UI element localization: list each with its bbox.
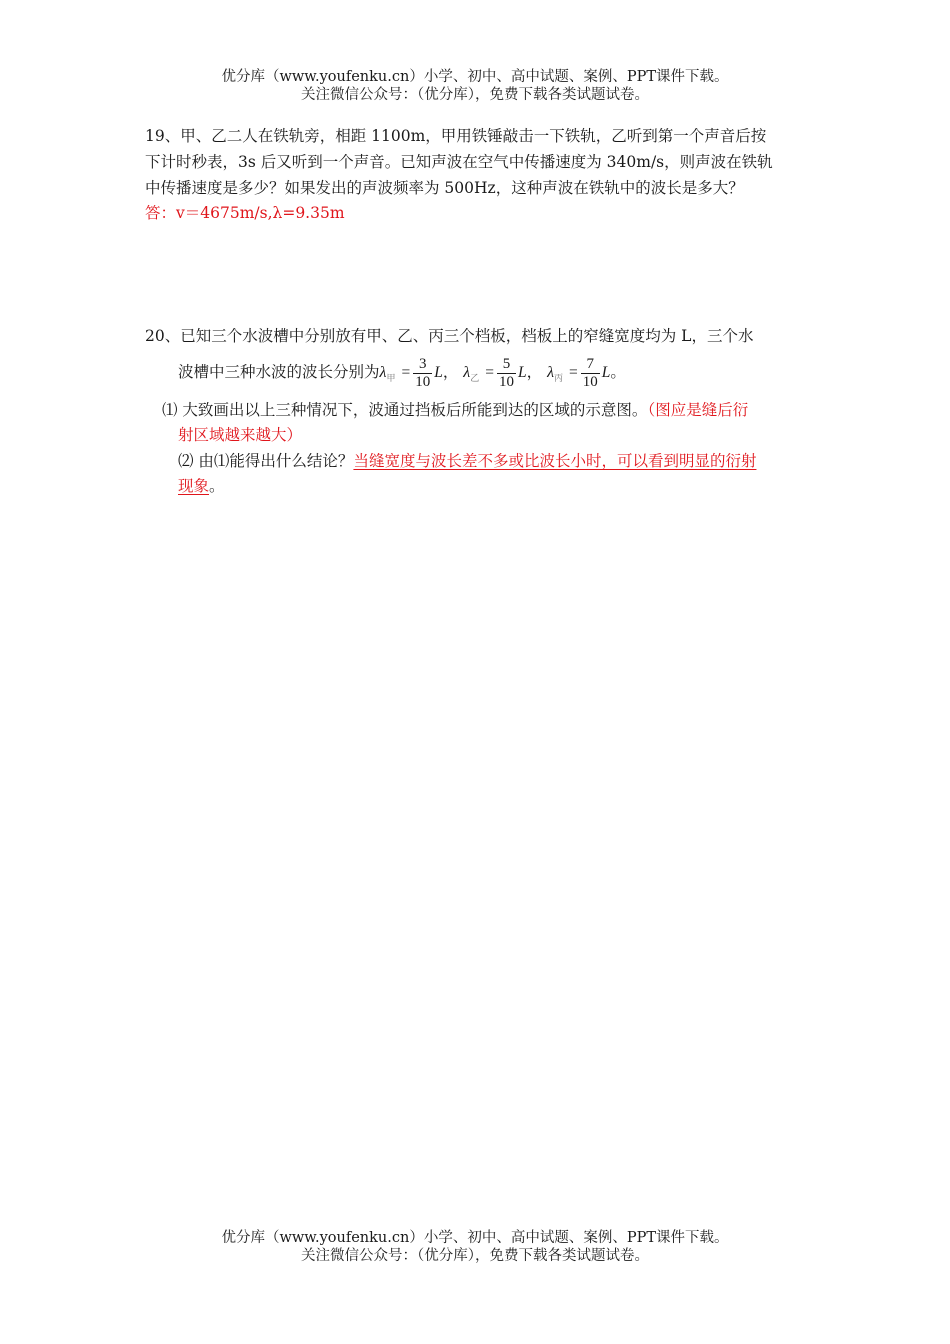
fraction-3-numerator: 7 [581,356,600,374]
separator: ， [442,363,459,381]
q20-part-1-answer-b: 射区域越来越大） [178,426,303,444]
q20-line-1: 20、已知三个水波槽中分别放有甲、乙、丙三个档板，档板上的窄缝宽度均为 L，三个水 [145,327,754,345]
q20-part-2-answer-b: 现象 [178,477,210,495]
length-L: L [434,364,443,381]
q20-line-2-prefix: 波槽中三种水波的波长分别为 [178,363,380,381]
q20-part-1 [162,398,748,422]
fraction-2-denominator: 10 [499,373,514,390]
equals-sign: = [485,364,494,381]
q19-line-2: 下计时秒表，3s 后又听到一个声音。已知声波在空气中传播速度为 340m/s，则声波在铁轨 [145,153,773,171]
sentence-end: 。 [610,363,626,381]
fraction-1 [413,356,432,391]
length-L: L [518,364,527,381]
equals-sign: = [401,364,411,381]
footer-line-2: 关注微信公众号：（优分库），免费下载各类试题试卷。 [301,1248,649,1264]
q20-line-2 [178,354,626,397]
q19-line-1: 19、甲、乙二人在铁轨旁，相距 1100m，甲用铁锤敲击一下铁轨，乙听到第一个声音后按 [145,127,767,145]
fraction-3-denominator: 10 [582,373,598,390]
q20-part-2-end: 。 [209,477,225,495]
page-header [0,68,950,104]
lambda-sub-yi: 乙 [470,374,480,384]
lambda-symbol: λ [547,364,555,381]
q19-answer: 答：v＝4675m/s,λ=9.35m [145,204,345,222]
fraction-1-denominator: 10 [415,373,431,390]
lambda-sub-bing: 丙 [554,374,564,384]
fraction-1-numerator: 3 [413,356,432,374]
equals-sign: = [569,364,578,381]
q20-part-2-text: ⑵ 由⑴能得出什么结论？ [178,452,354,470]
separator: ， [526,363,543,381]
footer-line-1: 优分库（www.youfenku.cn）小学、初中、高中试题、案例、PPT课件下载。 [221,1230,729,1246]
length-L: L [601,364,611,381]
fraction-2 [497,356,516,391]
page-footer [0,1229,950,1265]
fraction-3 [581,356,600,391]
lambda-sub-jia: 甲 [386,374,396,384]
lambda-symbol: λ [379,364,387,381]
q20-part-2-answer-a: 当缝宽度与波长差不多或比波长小时，可以看到明显的衍射 [353,452,757,470]
q19-line-3: 中传播速度是多少？如果发出的声波频率为 500Hz，这种声波在铁轨中的波长是多大？ [145,179,744,197]
header-line-2: 关注微信公众号：（优分库），免费下载各类试题试卷。 [301,87,649,103]
q20-part-2 [178,449,756,473]
header-line-1: 优分库（www.youfenku.cn）小学、初中、高中试题、案例、PPT课件下载。 [221,69,729,85]
q20-part-2-line-2 [178,474,225,498]
lambda-symbol: λ [463,364,471,381]
q20-part-1-answer-a: （图应是缝后衍 [647,401,749,419]
q20-part-1-text: ⑴ 大致画出以上三种情况下，波通过挡板后所能到达的区域的示意图。 [162,401,648,419]
fraction-2-numerator: 5 [497,356,516,374]
